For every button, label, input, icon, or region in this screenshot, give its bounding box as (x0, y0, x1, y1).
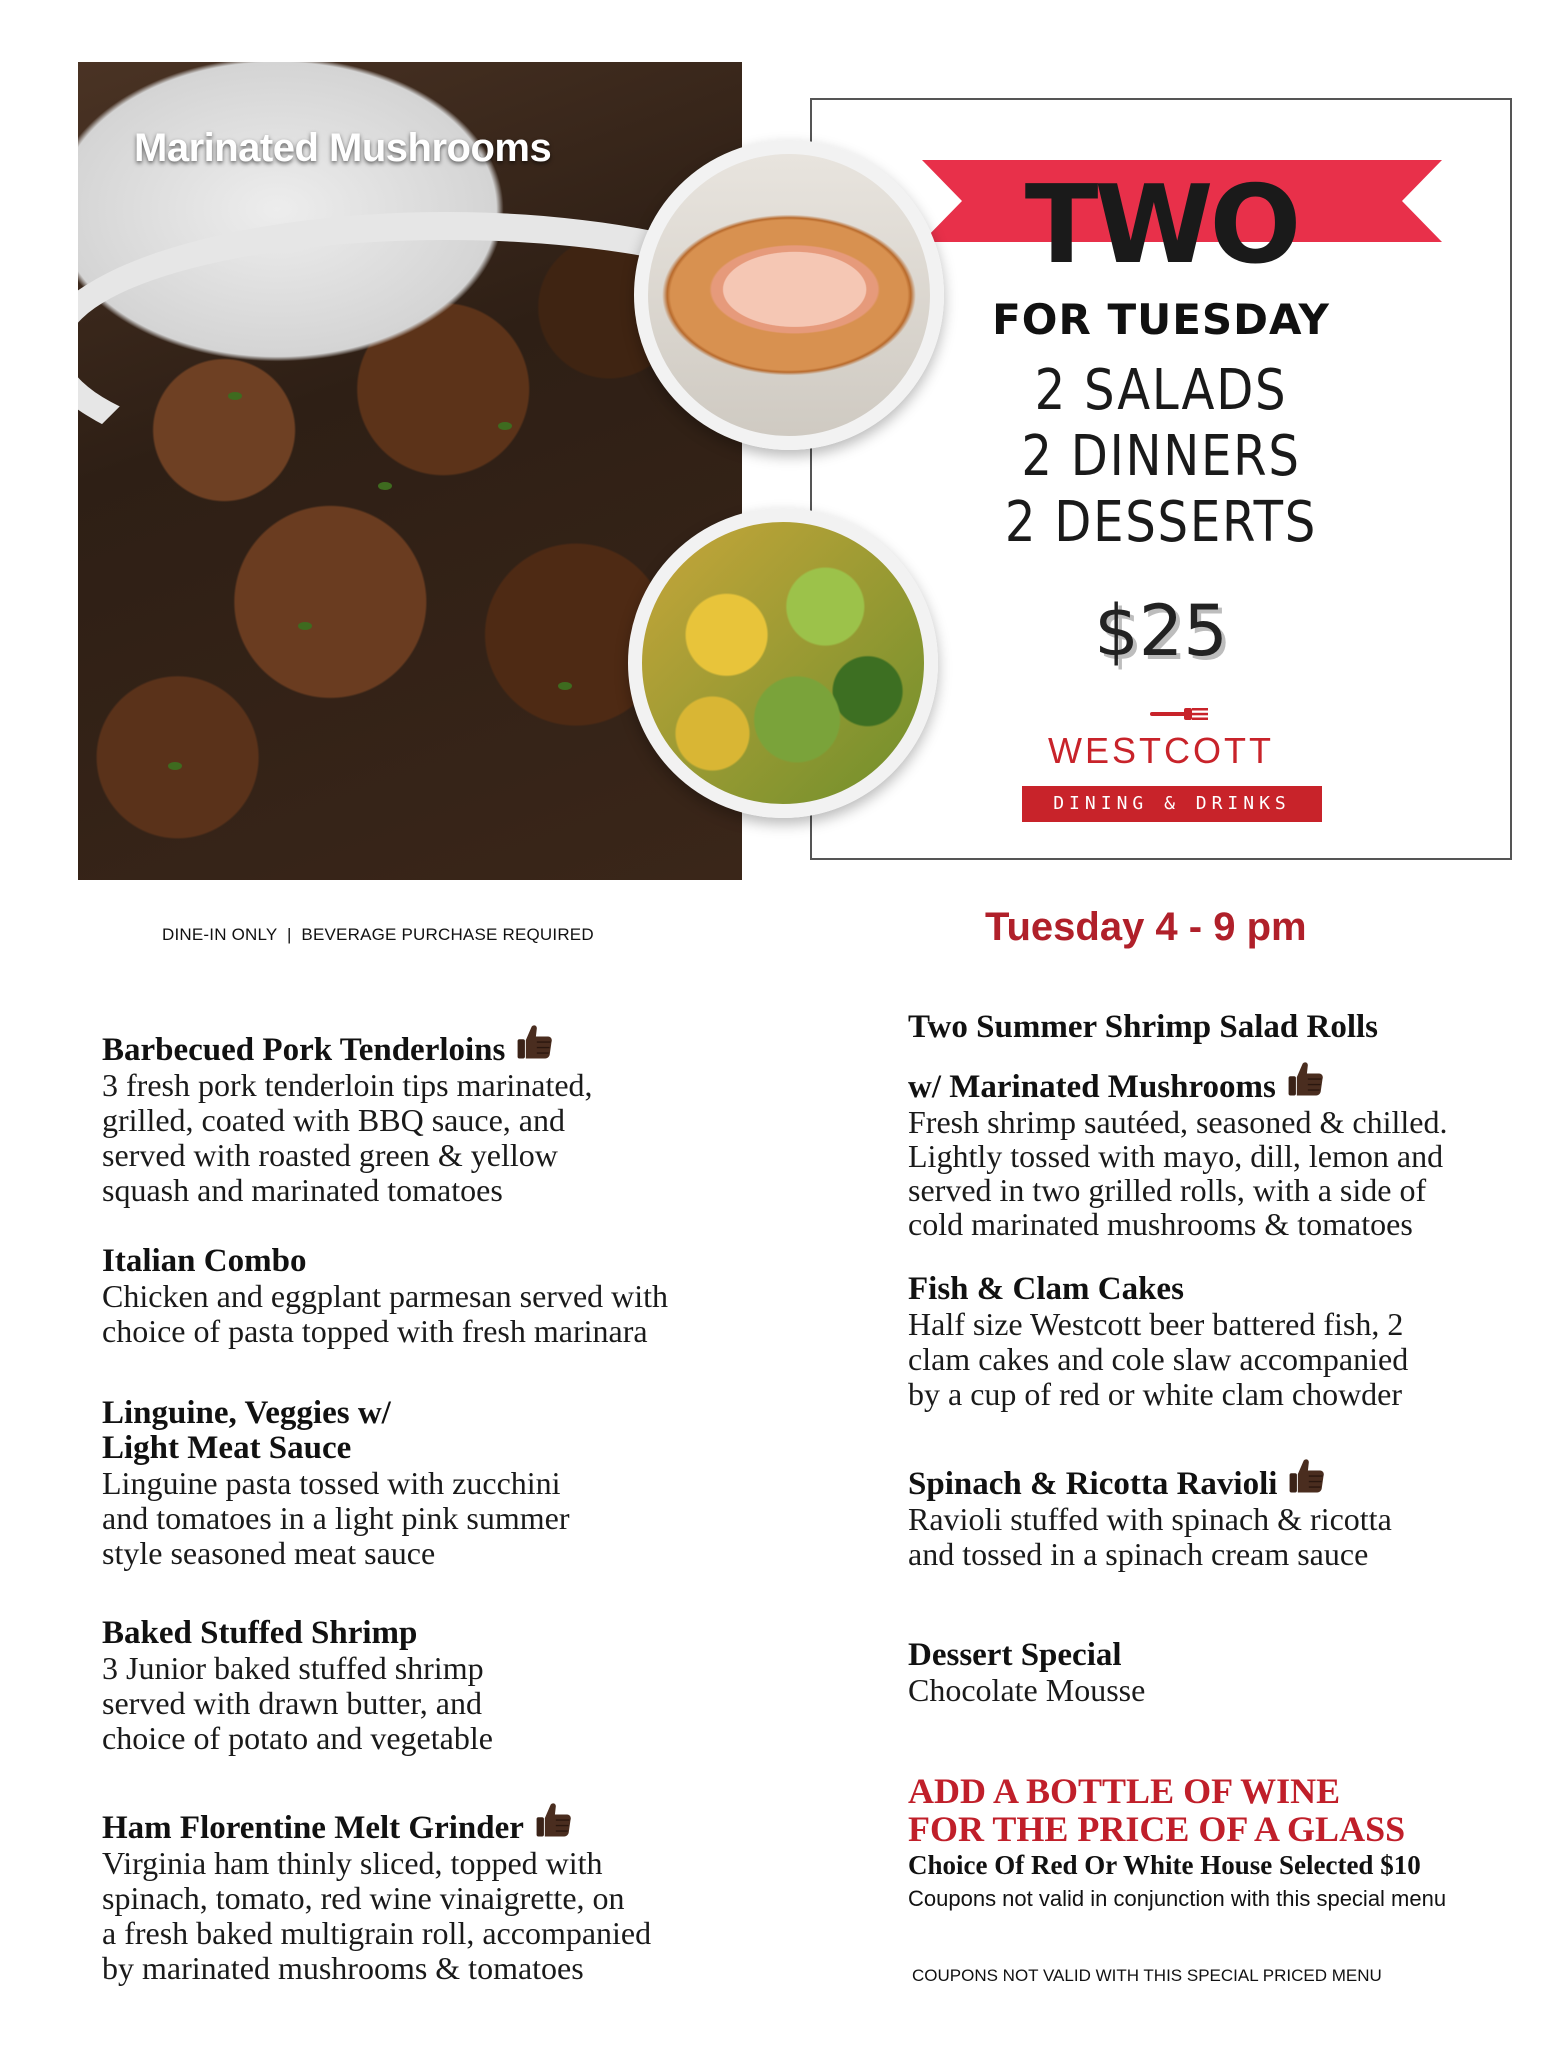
promo-line-desserts: 2 DESSERTS (1004, 490, 1318, 555)
wine-offer-note: Coupons not valid in conjunction with this special menu (908, 1886, 1447, 1911)
menu-item-dessert-special (908, 1638, 1145, 1708)
thumbs-up-icon (513, 1020, 557, 1064)
promo-subhead: FOR TUESDAY (992, 295, 1330, 344)
menu-item-title: Spinach & Ricotta Ravioli (908, 1454, 1392, 1502)
herb-fleck (498, 422, 512, 430)
menu-item-title: Baked Stuffed Shrimp (102, 1615, 418, 1651)
menu-item-linguine (102, 1396, 569, 1571)
herb-fleck (228, 392, 242, 400)
menu-item-title: Barbecued Pork Tenderloins (102, 1020, 593, 1068)
menu-item-title: Dessert Special (908, 1637, 1122, 1673)
menu-item-spinach-ravioli (908, 1454, 1392, 1572)
herb-fleck (168, 762, 182, 770)
menu-item-title: Ham Florentine Melt Grinder (102, 1798, 651, 1846)
menu-item-desc: Ravioli stuffed with spinach & ricotta and tossed in a spinach cream sauce (908, 1501, 1392, 1572)
herb-fleck (558, 682, 572, 690)
coupons-footer: COUPONS NOT VALID WITH THIS SPECIAL PRICED MENU (912, 1966, 1382, 1985)
photo-title: Marinated Mushrooms (134, 126, 552, 170)
brand-tagline: DINING & DRINKS (1022, 786, 1322, 822)
menu-item-title: Two Summer Shrimp Salad Rolls (908, 1009, 1379, 1045)
wine-offer-subtitle: Choice Of Red Or White House Selected $10 (908, 1850, 1421, 1880)
herb-fleck (298, 622, 312, 630)
wine-offer-title: ADD A BOTTLE OF WINE FOR THE PRICE OF A GLASS (908, 1771, 1406, 1849)
promo-line-dinners: 2 DINNERS (1021, 424, 1301, 489)
menu-item-desc: Chocolate Mousse (908, 1672, 1146, 1708)
thumbs-up-icon (1284, 1057, 1328, 1101)
hours: Tuesday 4 - 9 pm (985, 905, 1307, 949)
menu-item-desc: 3 Junior baked stuffed shrimp served with drawn butter, and choice of potato and vegetable (102, 1650, 493, 1756)
promo-headline: TWO (1024, 163, 1298, 288)
menu-item-bbq-pork (102, 1020, 593, 1208)
thumbs-up-icon (532, 1798, 576, 1842)
squash-photo (628, 508, 938, 818)
menu-item-italian-combo (102, 1244, 668, 1349)
brand-name: WESTCOTT (1048, 730, 1274, 771)
menu-item-desc: 3 fresh pork tenderloin tips marinated, grilled, coated with BBQ sauce, and served with roasted green & yellow squash and marinated tomatoes (102, 1067, 593, 1208)
menu-item-desc: Virginia ham thinly sliced, topped with spinach, tomato, red wine vinaigrette, on a fresh baked multigrain roll, accompanied by marinated mushrooms & tomatoes (102, 1845, 652, 1986)
menu-item-shrimp-salad-rolls (908, 1010, 1447, 1241)
mushrooms-photo (78, 62, 742, 880)
menu-item-title: Fish & Clam Cakes (908, 1271, 1184, 1307)
promo-price: $25 (1094, 590, 1228, 672)
menu-item-desc: Half size Westcott beer battered fish, 2 clam cakes and cole slaw accompanied by a cup of red or white clam chowder (908, 1306, 1409, 1412)
menu-item-ham-florentine (102, 1798, 651, 1986)
menu-item-fish-clam-cakes (908, 1272, 1408, 1412)
menu-item-desc: Fresh shrimp sautéed, seasoned & chilled. Lightly tossed with mayo, dill, lemon and served in two grilled rolls, with a side of cold marinated mushrooms & tomatoes (908, 1104, 1448, 1242)
shrimp-roll-photo (634, 140, 944, 450)
menu-item-title: Linguine, Veggies w/ Light Meat Sauce (102, 1395, 391, 1466)
menu-item-title-line2: w/ Marinated Mushrooms (908, 1057, 1447, 1105)
menu-item-title: Italian Combo (102, 1243, 307, 1279)
fork-icon (1150, 706, 1210, 722)
thumbs-up-icon (1285, 1454, 1329, 1498)
menu-item-desc: Chicken and eggplant parmesan served with choice of pasta topped with fresh marinara (102, 1278, 669, 1349)
dine-in-notice: DINE-IN ONLY | BEVERAGE PURCHASE REQUIRED (162, 925, 594, 944)
herb-fleck (378, 482, 392, 490)
menu-item-desc: Linguine pasta tossed with zucchini and tomatoes in a light pink summer style seasoned meat sauce (102, 1465, 570, 1571)
promo-line-salads: 2 SALADS (1034, 358, 1288, 423)
menu-item-baked-stuffed-shrimp (102, 1616, 493, 1756)
